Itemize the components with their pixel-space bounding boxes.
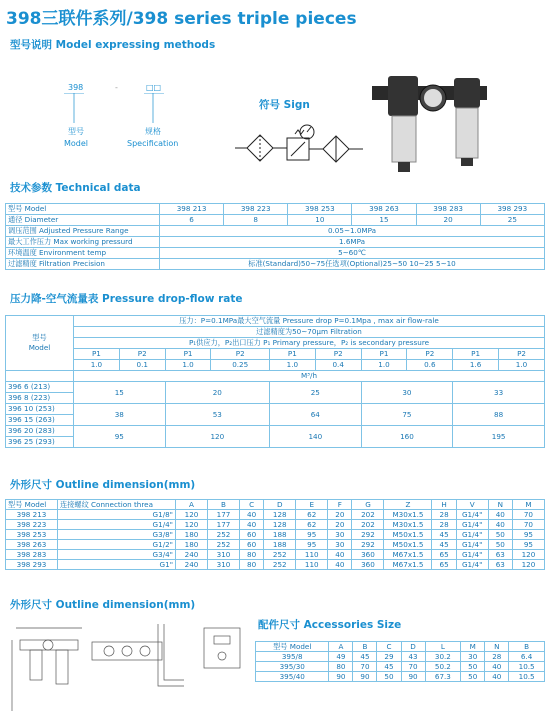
table-row — [6, 215, 545, 226]
table-cell: 40 — [240, 520, 264, 530]
table-cell: 型号 Model — [6, 204, 160, 215]
table-cell: P1 — [165, 349, 211, 360]
table-cell: 1.0 — [499, 360, 545, 371]
table-cell: 398 263 — [352, 204, 416, 215]
outline-drawing-heading: 外形尺寸 Outline dimension(mm) — [10, 599, 196, 611]
table-header-row — [6, 500, 545, 510]
sign-heading: 符号 Sign — [259, 99, 310, 111]
table-cell: P2 — [407, 349, 453, 360]
table-cell: 43 — [401, 652, 425, 662]
table-cell: 398 283 — [416, 204, 480, 215]
table-header-row — [256, 642, 545, 652]
model-code-suffix: □□ — [146, 83, 162, 92]
table-cell: 180 — [176, 530, 208, 540]
table-header-cell: D — [401, 642, 425, 652]
table-cell: 80 — [240, 560, 264, 570]
table-header-cell: F — [328, 500, 352, 510]
table-cell: P2 — [499, 349, 545, 360]
table-cell: 10 — [288, 215, 352, 226]
table-cell: M50x1.5 — [384, 540, 432, 550]
table-row — [256, 652, 545, 662]
table-cell: P2 — [211, 349, 270, 360]
table-cell: 110 — [296, 560, 328, 570]
table-cell: 65 — [432, 550, 456, 560]
outline-table — [5, 499, 545, 570]
table-cell: 65 — [432, 560, 456, 570]
table-cell: 30 — [461, 652, 485, 662]
table-row — [6, 316, 545, 327]
table-cell: 128 — [264, 520, 296, 530]
table-cell: 调压范围 Adjusted Pressure Range — [6, 226, 160, 237]
table-row — [6, 204, 545, 215]
flow-model-en: Model — [28, 343, 51, 352]
table-cell: 252 — [208, 540, 240, 550]
table-cell: 95 — [296, 540, 328, 550]
table-cell: 398 253 — [6, 530, 58, 540]
table-row — [6, 237, 545, 248]
table-header-cell: M — [512, 500, 544, 510]
table-cell: 8 — [224, 215, 288, 226]
model-code-lines — [60, 93, 170, 125]
model-heading: 型号说明 Model expressing methods — [10, 39, 216, 51]
table-cell: 6 — [160, 215, 224, 226]
table-header-cell: L — [425, 642, 461, 652]
table-cell: P1 — [269, 349, 315, 360]
table-cell: 120 — [512, 550, 544, 560]
table-cell: 15 — [74, 382, 166, 404]
table-cell: 38 — [74, 404, 166, 426]
table-cell: 396 15 (263) — [6, 415, 74, 426]
table-header-cell: A — [329, 642, 353, 652]
table-cell: 1.0 — [165, 360, 211, 371]
table-cell: 6.4 — [509, 652, 545, 662]
table-cell: P2 — [315, 349, 361, 360]
table-cell: 90 — [401, 672, 425, 682]
table-cell: 0.6 — [407, 360, 453, 371]
table-row — [6, 404, 545, 415]
table-cell: 29 — [377, 652, 401, 662]
table-row — [6, 327, 545, 338]
model-code-prefix: 398 — [68, 83, 84, 92]
table-cell: G3/8" — [58, 530, 176, 540]
table-cell: 395/30 — [256, 662, 329, 672]
table-cell: 30 — [328, 530, 352, 540]
table-cell: 33 — [453, 382, 545, 404]
table-cell: 63 — [488, 550, 512, 560]
table-row — [6, 560, 545, 570]
table-cell: 180 — [176, 540, 208, 550]
table-header-cell: N — [488, 500, 512, 510]
table-cell: 360 — [352, 550, 384, 560]
table-cell: M67x1.5 — [384, 550, 432, 560]
table-cell: G1/4" — [456, 530, 488, 540]
table-cell: 188 — [264, 530, 296, 540]
table-cell: 396 6 (213) — [6, 382, 74, 393]
flow-table — [5, 315, 545, 448]
table-header-cell: M — [461, 642, 485, 652]
table-row — [6, 426, 545, 437]
table-cell: 398 223 — [6, 520, 58, 530]
table-cell: 50 — [461, 662, 485, 672]
model-label-cn: 型号 — [68, 127, 84, 136]
table-cell: 240 — [176, 550, 208, 560]
spec-label-en: Specification — [127, 139, 179, 148]
table-cell: 63 — [488, 560, 512, 570]
table-cell: G1/4" — [456, 510, 488, 520]
table-cell: 最大工作压力 Max working pressurd — [6, 237, 160, 248]
table-header-cell: B — [353, 642, 377, 652]
table-cell: 398 253 — [288, 204, 352, 215]
table-cell: 0.1 — [119, 360, 165, 371]
table-cell — [6, 371, 74, 382]
table-cell: 20 — [416, 215, 480, 226]
table-cell: 62 — [296, 520, 328, 530]
outline-drawing-image — [8, 616, 248, 714]
table-cell: M67x1.5 — [384, 560, 432, 570]
table-header-cell: N — [485, 642, 509, 652]
table-cell: P1 — [453, 349, 499, 360]
table-cell: 过滤精度 Filtration Precision — [6, 259, 160, 270]
table-cell: P2 — [119, 349, 165, 360]
table-cell: 60 — [240, 540, 264, 550]
table-cell: 45 — [432, 540, 456, 550]
table-cell: 40 — [488, 520, 512, 530]
table-cell: 396 10 (253) — [6, 404, 74, 415]
table-cell: 120 — [165, 426, 269, 448]
table-row — [6, 382, 545, 393]
table-cell: 90 — [353, 672, 377, 682]
table-cell: 40 — [328, 550, 352, 560]
table-cell: 49 — [329, 652, 353, 662]
table-cell: M30x1.5 — [384, 520, 432, 530]
table-cell: 90 — [329, 672, 353, 682]
table-cell: 177 — [208, 510, 240, 520]
table-row — [6, 360, 545, 371]
table-cell: 67.3 — [425, 672, 461, 682]
table-header-cell: C — [240, 500, 264, 510]
table-cell: 360 — [352, 560, 384, 570]
table-cell: 120 — [176, 520, 208, 530]
model-code-dash: - — [115, 83, 118, 92]
table-cell: 398 223 — [224, 204, 288, 215]
table-cell: 396 25 (293) — [6, 437, 74, 448]
outline-heading: 外形尺寸 Outline dimension(mm) — [10, 479, 196, 491]
table-header-cell: 型号 Model — [6, 500, 58, 510]
table-cell: 195 — [453, 426, 545, 448]
table-cell: 5~60℃ — [160, 248, 545, 259]
table-cell: 398 263 — [6, 540, 58, 550]
table-cell: P1 — [74, 349, 120, 360]
table-cell: 292 — [352, 540, 384, 550]
table-row — [6, 550, 545, 560]
table-header-cell: A — [176, 500, 208, 510]
table-cell: 0.25 — [211, 360, 270, 371]
table-cell: 75 — [361, 404, 453, 426]
accessories-heading: 配件尺寸 Accessories Size — [258, 619, 402, 631]
table-cell: 压力：P=0.1MPa最大空气流量 Pressure drop P=0.1Mpa , max air flow-rale — [74, 316, 545, 327]
table-cell: 64 — [269, 404, 361, 426]
table-cell: 标准(Standard)50~75任选项(Optional)25~50 10~25 5~10 — [160, 259, 545, 270]
table-cell: 120 — [512, 560, 544, 570]
table-cell: 10.5 — [509, 672, 545, 682]
table-cell: 140 — [269, 426, 361, 448]
table-cell: 398 213 — [160, 204, 224, 215]
table-cell: 70 — [401, 662, 425, 672]
table-cell: 70 — [353, 662, 377, 672]
table-row — [6, 530, 545, 540]
table-header-cell: Z — [384, 500, 432, 510]
flow-heading: 压力降-空气流量表 Pressure drop-flow rate — [10, 293, 243, 305]
table-cell: 128 — [264, 510, 296, 520]
table-cell: 15 — [352, 215, 416, 226]
table-cell: G1/4" — [456, 540, 488, 550]
table-cell: 30.2 — [425, 652, 461, 662]
table-cell: 30 — [361, 382, 453, 404]
table-cell: 40 — [485, 672, 509, 682]
table-cell: M50x1.5 — [384, 530, 432, 540]
table-cell: 240 — [176, 560, 208, 570]
table-cell: 95 — [512, 540, 544, 550]
table-cell: 30 — [328, 540, 352, 550]
table-cell: M³/h — [74, 371, 545, 382]
table-row — [6, 259, 545, 270]
accessories-table — [255, 641, 545, 682]
table-cell — [6, 316, 74, 371]
table-cell: 1.0 — [74, 360, 120, 371]
table-header-cell: B — [208, 500, 240, 510]
table-cell: 40 — [485, 662, 509, 672]
table-cell: 95 — [512, 530, 544, 540]
table-cell: 160 — [361, 426, 453, 448]
table-header-cell: C — [377, 642, 401, 652]
table-cell: 1.6MPa — [160, 237, 545, 248]
table-cell: 396 20 (283) — [6, 426, 74, 437]
table-cell: P1 — [361, 349, 407, 360]
table-cell: 0.05~1.0MPa — [160, 226, 545, 237]
table-header-cell: G — [352, 500, 384, 510]
table-cell: 398 293 — [480, 204, 544, 215]
table-cell: 25 — [480, 215, 544, 226]
table-cell: G1/4" — [456, 560, 488, 570]
table-cell: 70 — [512, 510, 544, 520]
table-cell: 20 — [165, 382, 269, 404]
table-cell: 45 — [353, 652, 377, 662]
table-cell: 395/40 — [256, 672, 329, 682]
table-cell: 395/8 — [256, 652, 329, 662]
table-header-cell: H — [432, 500, 456, 510]
table-row — [6, 371, 545, 382]
table-cell: 62 — [296, 510, 328, 520]
table-cell: 88 — [453, 404, 545, 426]
table-cell: 188 — [264, 540, 296, 550]
table-row — [6, 540, 545, 550]
table-cell: 20 — [328, 520, 352, 530]
table-cell: 50 — [377, 672, 401, 682]
table-header-cell: B — [509, 642, 545, 652]
table-header-cell: D — [264, 500, 296, 510]
table-cell: 通径 Diameter — [6, 215, 160, 226]
table-cell: 28 — [432, 510, 456, 520]
table-cell: 310 — [208, 560, 240, 570]
table-cell: M30x1.5 — [384, 510, 432, 520]
table-cell: 50 — [488, 540, 512, 550]
table-header-cell: 连接螺纹 Connection threa — [58, 500, 176, 510]
table-cell: 50.2 — [425, 662, 461, 672]
table-cell: 40 — [488, 510, 512, 520]
tech-heading: 技术参数 Technical data — [10, 182, 141, 194]
table-cell: P₁供应力，P₂出口压力 P₁ Primary pressure，P₂ is secondary pressure — [74, 338, 545, 349]
table-cell: 50 — [488, 530, 512, 540]
table-cell: 50 — [461, 672, 485, 682]
product-photo-image — [372, 76, 487, 176]
table-row — [256, 662, 545, 672]
table-cell: 过滤精度为50~70μm Filtration — [74, 327, 545, 338]
table-cell: 252 — [264, 550, 296, 560]
table-cell: 398 293 — [6, 560, 58, 570]
table-cell: 202 — [352, 520, 384, 530]
table-cell: 40 — [328, 560, 352, 570]
table-cell: 45 — [432, 530, 456, 540]
table-cell: G1/2" — [58, 540, 176, 550]
table-cell: 环境温度 Environment temp — [6, 248, 160, 259]
flow-model-cn: 型号 — [32, 333, 47, 342]
table-row — [6, 338, 545, 349]
table-cell: 292 — [352, 530, 384, 540]
tech-table — [5, 203, 545, 270]
table-row — [256, 672, 545, 682]
table-cell: 28 — [485, 652, 509, 662]
table-cell: G1/4" — [58, 520, 176, 530]
table-cell: 1.6 — [453, 360, 499, 371]
table-cell: 20 — [328, 510, 352, 520]
table-cell: 80 — [329, 662, 353, 672]
table-cell: G1/4" — [456, 550, 488, 560]
model-label-en: Model — [64, 139, 89, 148]
table-cell: 202 — [352, 510, 384, 520]
table-cell: 60 — [240, 530, 264, 540]
table-cell: 177 — [208, 520, 240, 530]
pneumatic-symbol-icon — [235, 122, 365, 170]
page-title: 398三联件系列/398 series triple pieces — [6, 9, 357, 29]
table-cell: 252 — [208, 530, 240, 540]
table-cell: 120 — [176, 510, 208, 520]
table-cell: 310 — [208, 550, 240, 560]
table-cell: 25 — [269, 382, 361, 404]
table-cell: 398 213 — [6, 510, 58, 520]
table-cell: 1.0 — [269, 360, 315, 371]
table-row — [6, 349, 545, 360]
table-cell: 45 — [377, 662, 401, 672]
table-cell: 396 8 (223) — [6, 393, 74, 404]
table-cell: 53 — [165, 404, 269, 426]
table-cell: 95 — [296, 530, 328, 540]
spec-label-cn: 规格 — [145, 127, 161, 136]
table-header-cell: V — [456, 500, 488, 510]
table-header-cell: 型号 Model — [256, 642, 329, 652]
table-cell: 110 — [296, 550, 328, 560]
table-row — [6, 248, 545, 259]
table-cell: 0.4 — [315, 360, 361, 371]
table-row — [6, 520, 545, 530]
table-cell: 80 — [240, 550, 264, 560]
table-row — [6, 226, 545, 237]
table-cell: G1" — [58, 560, 176, 570]
table-cell: 28 — [432, 520, 456, 530]
table-cell: G1/4" — [456, 520, 488, 530]
table-cell: 398 283 — [6, 550, 58, 560]
table-cell: 1.0 — [361, 360, 407, 371]
table-header-cell: E — [296, 500, 328, 510]
table-cell: 40 — [240, 510, 264, 520]
table-cell: 95 — [74, 426, 166, 448]
table-row — [6, 510, 545, 520]
table-cell: G3/4" — [58, 550, 176, 560]
table-cell: 10.5 — [509, 662, 545, 672]
table-cell: G1/8" — [58, 510, 176, 520]
table-cell: 252 — [264, 560, 296, 570]
table-cell: 70 — [512, 520, 544, 530]
